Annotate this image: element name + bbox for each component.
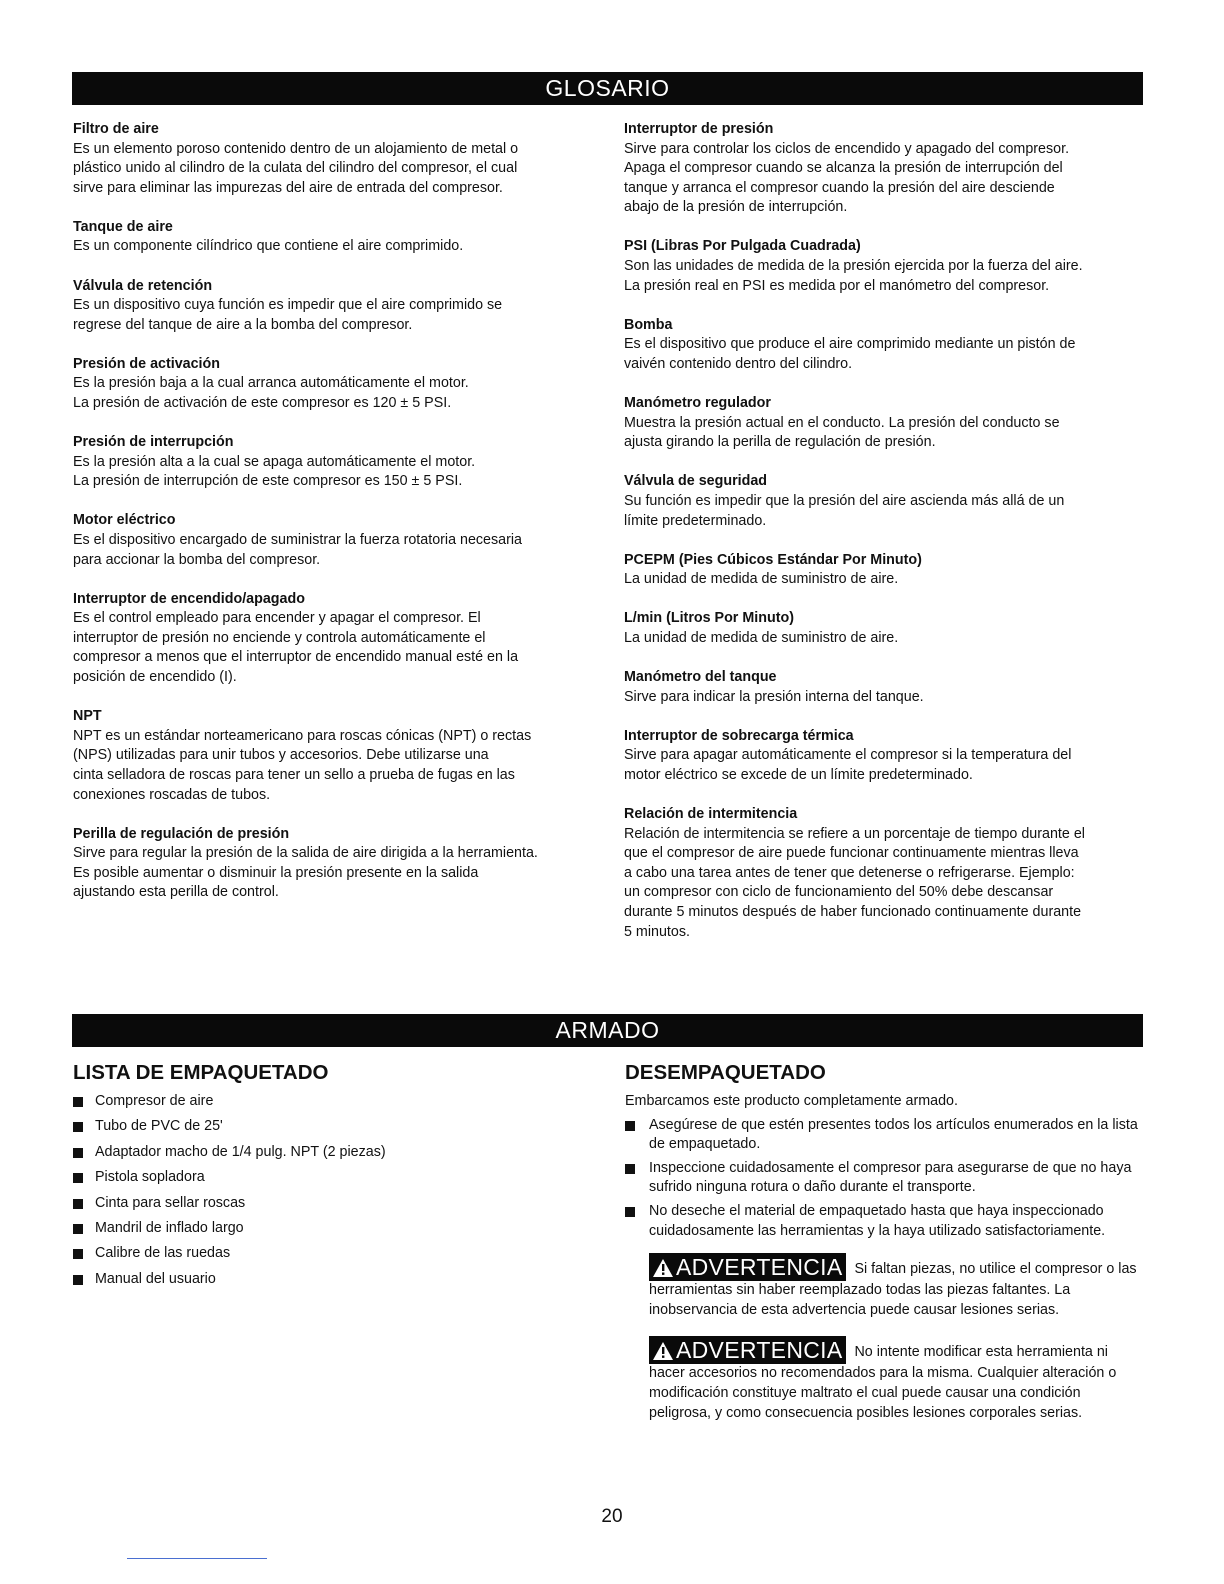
glossary-definition: Es un elemento poroso contenido dentro de un alojamiento de metal o plástico unido al cilindro de la culata del cilindro del compresor, el cual sirve para eliminar las impurezas del aire de entrada del compresor. — [73, 140, 519, 196]
warning-text: No intente modificar esta herramienta ni hacer accesorios no recomendados para la misma. Cualquier alteración o modificación constituye maltrato el cual puede causar una condición peligrosa, y como consecuencia posibles lesiones corporales serias. — [649, 1344, 1117, 1421]
glossary-term: Filtro de aire — [73, 121, 159, 137]
square-bullet-icon — [73, 1224, 83, 1234]
glossary-entry — [73, 707, 603, 805]
list-item — [73, 1244, 603, 1264]
square-bullet-icon — [73, 1097, 83, 1107]
glossary-term: Motor eléctrico — [73, 512, 176, 529]
list-item-text: Pistola sopladora — [95, 1169, 205, 1186]
unpacking-intro: Embarcamos este producto completamente armado. — [625, 1093, 958, 1109]
list-item — [73, 1219, 603, 1239]
list-item — [73, 1117, 603, 1137]
packing-list — [73, 1092, 603, 1289]
glossary-definition: La unidad de medida de suministro de aire. — [624, 571, 899, 588]
glosario-banner: GLOSARIO — [72, 72, 1143, 105]
glossary-definition: Es la presión baja a la cual arranca automáticamente el motor. La presión de activación de este compresor es 120 ± 5 PSI. — [73, 375, 469, 412]
warning-label: ADVERTENCIA — [676, 1254, 843, 1281]
glossary-entry — [73, 120, 603, 198]
list-item — [625, 1116, 1145, 1155]
glossary-definition: NPT es un estándar norteamericano para roscas cónicas (NPT) o rectas (NPS) utilizadas para unir tubos y accesorios. Debe utilizarse una cinta selladora de roscas para tener un sello a prueba de fugas en las conexiones roscadas de tubos. — [73, 727, 532, 803]
list-item-text: Inspeccione cuidadosamente el compresor para asegurarse de que no haya sufrido ninguna rotura o daño durante el transporte. — [649, 1159, 1132, 1196]
unpacking-list — [625, 1116, 1145, 1242]
warning-triangle-icon — [652, 1341, 674, 1361]
warning-label: ADVERTENCIA — [676, 1337, 843, 1364]
glossary-term: Tanque de aire — [73, 218, 173, 235]
square-bullet-icon — [73, 1122, 83, 1132]
glossary-term: Interruptor de sobrecarga térmica — [624, 727, 854, 744]
glossary-entry — [624, 120, 1144, 218]
glossary-term: Válvula de seguridad — [624, 473, 768, 490]
glossary-entry — [624, 551, 1144, 590]
glossary-definition: Es el dispositivo que produce el aire comprimido mediante un pistón de vaivén contenido dentro del cilindro. — [624, 336, 1076, 372]
glossary-definition: Sirve para indicar la presión interna del tanque. — [624, 688, 924, 705]
warning-block — [625, 1253, 1145, 1320]
glossary-entry — [73, 590, 603, 688]
list-item — [73, 1194, 603, 1214]
square-bullet-icon — [625, 1164, 635, 1174]
glossary-entry — [624, 237, 1144, 296]
glossary-definition: Es un dispositivo cuya función es impedir que el aire comprimido se regrese del tanque de aire a la bomba del compresor. — [73, 297, 503, 333]
warning-block — [625, 1336, 1145, 1423]
square-bullet-icon — [73, 1148, 83, 1158]
glossary-term: Relación de intermitencia — [624, 805, 798, 822]
glossary-entry — [624, 472, 1144, 531]
glossary-term: Válvula de retención — [73, 277, 213, 294]
list-item-text: Calibre de las ruedas — [95, 1245, 231, 1262]
list-item-text: Tubo de PVC de 25' — [95, 1118, 223, 1135]
warning-badge — [649, 1253, 846, 1281]
glossary-entry — [624, 805, 1144, 942]
glossary-left-column — [73, 120, 603, 923]
warning-badge — [649, 1336, 846, 1364]
glossary-definition: Sirve para apagar automáticamente el compresor si la temperatura del motor eléctrico se excede de un límite predeterminado. — [624, 747, 1072, 783]
glossary-term: Bomba — [624, 316, 673, 333]
packing-list-section — [73, 1060, 603, 1295]
glossary-definition: Muestra la presión actual en el conducto. La presión del conducto se ajusta girando la perilla de regulación de presión. — [624, 414, 1060, 451]
square-bullet-icon — [625, 1121, 635, 1131]
list-item — [73, 1270, 603, 1290]
page-number: 20 — [601, 1506, 623, 1527]
glossary-entry — [624, 727, 1144, 786]
glossary-term: Perilla de regulación de presión — [73, 825, 290, 842]
square-bullet-icon — [73, 1275, 83, 1285]
glossary-definition: Sirve para controlar los ciclos de encendido y apagado del compresor. Apaga el compresor cuando se alcanza la presión de interrupción del tanque y arranca el compresor cuando la presión del aire desciende abajo de la presión de interrupción. — [624, 140, 1070, 216]
glossary-term: Interruptor de encendido/apagado — [73, 590, 305, 607]
glossary-term: NPT — [73, 708, 102, 725]
list-item — [625, 1202, 1145, 1241]
glossary-entry — [624, 394, 1144, 453]
glossary-term: Presión de activación — [73, 355, 220, 372]
list-item-text: Cinta para sellar roscas — [95, 1194, 246, 1211]
glossary-entry — [73, 433, 603, 492]
glossary-entry — [624, 316, 1144, 375]
glossary-definition: Son las unidades de medida de la presión ejercida por la fuerza del aire. La presión real en PSI es medida por el manómetro del compresor. — [624, 258, 1083, 294]
list-item — [73, 1143, 603, 1163]
glossary-entry — [73, 277, 603, 336]
square-bullet-icon — [73, 1249, 83, 1259]
glossary-definition: Su función es impedir que la presión del aire ascienda más allá de un límite predeterminado. — [624, 492, 1065, 529]
glossary-entry — [624, 609, 1144, 648]
warning-text: Si faltan piezas, no utilice el compresor o las herramientas sin haber reemplazado todas las piezas faltantes. La inobservancia de esta advertencia puede causar lesiones serias. — [649, 1261, 1137, 1318]
list-item-text: Compresor de aire — [95, 1093, 214, 1109]
list-item-text: Mandril de inflado largo — [95, 1219, 244, 1236]
glossary-term: Interruptor de presión — [624, 121, 774, 137]
glossary-definition: La unidad de medida de suministro de aire. — [624, 629, 899, 646]
glossary-term: Manómetro regulador — [624, 395, 771, 412]
square-bullet-icon — [73, 1173, 83, 1183]
glossary-term: L/min (Litros Por Minuto) — [624, 610, 794, 627]
glossary-definition: Es el dispositivo encargado de suministrar la fuerza rotatoria necesaria para accionar la bomba del compresor. — [73, 532, 522, 568]
list-item — [73, 1168, 603, 1188]
glossary-definition: Sirve para regular la presión de la salida de aire dirigida a la herramienta. Es posible aumentar o disminuir la presión presente en la salida ajustando esta perilla de control. — [73, 845, 538, 901]
unpacking-heading: DESEMPAQUETADO — [625, 1061, 826, 1084]
glossary-entry — [624, 668, 1144, 707]
list-item-text: No deseche el material de empaquetado hasta que haya inspeccionado cuidadosamente las herramientas y la haya utilizado satisfactoriamente. — [649, 1202, 1106, 1239]
list-item — [625, 1159, 1145, 1198]
glossary-entry — [73, 511, 603, 570]
glossary-term: Presión de interrupción — [73, 434, 234, 451]
glossary-term: PSI (Libras Por Pulgada Cuadrada) — [624, 238, 861, 255]
glossary-term: Manómetro del tanque — [624, 668, 777, 685]
list-item-text: Manual del usuario — [95, 1270, 216, 1287]
glossary-definition: Relación de intermitencia se refiere a un porcentaje de tiempo durante el que el compresor de aire puede funcionar continuamente mientras lleva a cabo una tarea antes de tener que detenerse o refrigerarse. Ejemplo: un compresor con ciclo de funcionamiento del 50% debe descansar durante 5 minutos después de haber funcionado continuamente durante 5 minutos. — [624, 825, 1085, 940]
glossary-entry — [73, 355, 603, 414]
list-item-text: Asegúrese de que estén presentes todos los artículos enumerados en la lista de empaquetado. — [649, 1116, 1138, 1153]
glossary-definition: Es un componente cilíndrico que contiene el aire comprimido. — [73, 238, 464, 255]
glossary-right-column — [624, 120, 1144, 962]
glossary-entry — [73, 218, 603, 257]
armado-banner: ARMADO — [72, 1014, 1143, 1047]
warning-triangle-icon — [652, 1258, 674, 1278]
glossary-entry — [73, 825, 603, 903]
glossary-definition: Es la presión alta a la cual se apaga automáticamente el motor. La presión de interrupción de este compresor es 150 ± 5 PSI. — [73, 453, 476, 490]
square-bullet-icon — [625, 1207, 635, 1217]
glossary-definition: Es el control empleado para encender y apagar el compresor. El interruptor de presión no enciende y controla automáticamente el compresor a menos que el interruptor de encendido manual esté en la posición de encendido (I). — [73, 610, 519, 686]
square-bullet-icon — [73, 1199, 83, 1209]
unpacking-section — [625, 1060, 1145, 1423]
glossary-term: PCEPM (Pies Cúbicos Estándar Por Minuto) — [624, 551, 922, 568]
list-item-text: Adaptador macho de 1/4 pulg. NPT (2 piezas) — [95, 1143, 386, 1160]
packing-list-heading: LISTA DE EMPAQUETADO — [73, 1061, 329, 1084]
footer-divider — [127, 1558, 267, 1559]
list-item — [73, 1092, 603, 1112]
